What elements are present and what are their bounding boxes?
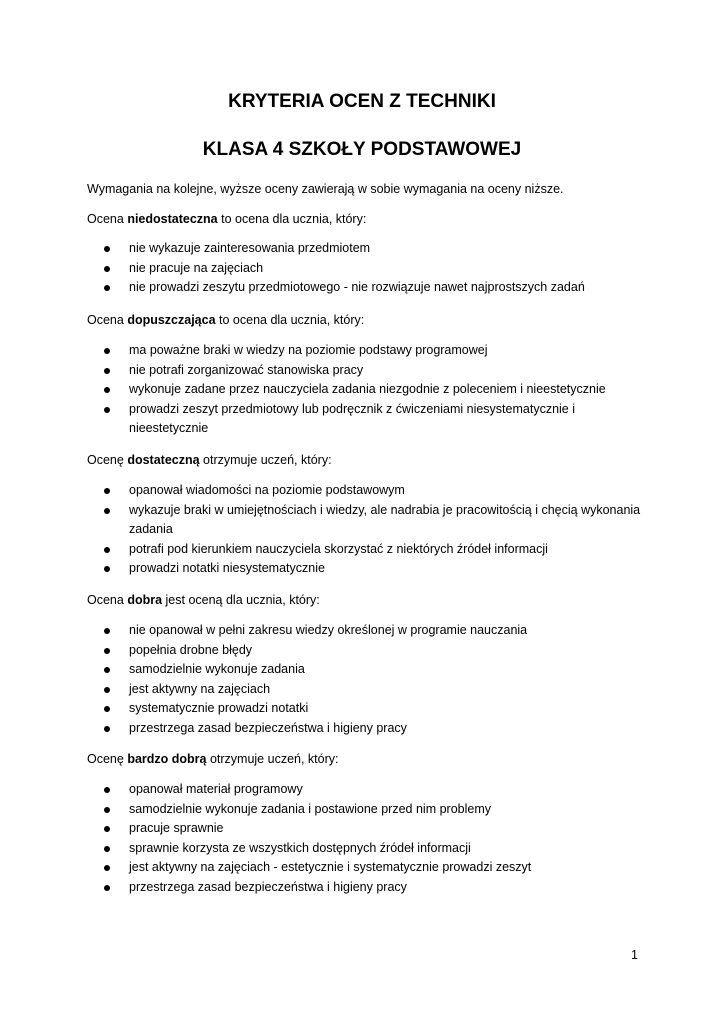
list-item: nie prowadzi zeszytu przedmiotowego - nie rozwiązuje nawet najprostszych zadań xyxy=(0,278,724,298)
list-item: ma poważne braki w wiedzy na poziomie podstawy programowej xyxy=(0,341,724,361)
list-item: opanował materiał programowy xyxy=(0,780,724,800)
bullet-icon xyxy=(104,726,110,732)
list-item: jest aktywny na zajęciach - estetycznie i systematycznie prowadzi zeszyt xyxy=(0,858,724,878)
list-item: samodzielnie wykonuje zadania i postawione przed nim problemy xyxy=(0,800,724,820)
document-subtitle: KLASA 4 SZKOŁY PODSTAWOWEJ xyxy=(202,139,522,160)
criteria-list-bardzo-dobra xyxy=(0,780,724,898)
bullet-icon xyxy=(104,885,110,891)
section-heading-dostateczna: Ocenę dostateczną otrzymuje uczeń, który: xyxy=(87,453,332,467)
list-item: wykonuje zadane przez nauczyciela zadania niezgodnie z poleceniem i nieestetycznie xyxy=(0,380,724,400)
bullet-icon xyxy=(104,787,110,793)
list-item: przestrzega zasad bezpieczeństwa i higieny pracy xyxy=(0,878,724,898)
criteria-list-dostateczna xyxy=(0,481,724,579)
list-item: nie wykazuje zainteresowania przedmiotem xyxy=(0,239,724,259)
section-heading-dopuszczajaca: Ocena dopuszczająca to ocena dla ucznia, który: xyxy=(87,313,365,327)
section-heading-niedostateczna: Ocena niedostateczna to ocena dla ucznia, który: xyxy=(87,212,367,226)
list-item: prowadzi zeszyt przedmiotowy lub podręcznik z ćwiczeniami niesystematycznie i nieestetycznie xyxy=(0,400,724,439)
criteria-list-dobra xyxy=(0,621,724,739)
intro-paragraph: Wymagania na kolejne, wyższe oceny zawierają w sobie wymagania na oceny niższe. xyxy=(87,182,564,196)
bullet-icon xyxy=(104,508,110,514)
grade-name: bardzo dobrą xyxy=(127,752,207,766)
bullet-icon xyxy=(104,368,110,374)
bullet-icon xyxy=(104,246,110,252)
list-item: sprawnie korzysta ze wszystkich dostępnych źródeł informacji xyxy=(0,839,724,859)
criteria-list-dopuszczajaca xyxy=(0,341,724,439)
document-title: KRYTERIA OCEN Z TECHNIKI xyxy=(228,91,496,112)
bullet-icon xyxy=(104,846,110,852)
bullet-icon xyxy=(104,547,110,553)
list-item: opanował wiadomości na poziomie podstawowym xyxy=(0,481,724,501)
list-item: samodzielnie wykonuje zadania xyxy=(0,660,724,680)
grade-name: dostateczną xyxy=(127,453,200,467)
bullet-icon xyxy=(104,667,110,673)
section-heading-bardzo-dobra: Ocenę bardzo dobrą otrzymuje uczeń, który: xyxy=(87,752,339,766)
list-item: potrafi pod kierunkiem nauczyciela skorzystać z niektórych źródeł informacji xyxy=(0,540,724,560)
bullet-icon xyxy=(104,706,110,712)
list-item: jest aktywny na zajęciach xyxy=(0,680,724,700)
list-item: pracuje sprawnie xyxy=(0,819,724,839)
list-item: przestrzega zasad bezpieczeństwa i higieny pracy xyxy=(0,719,724,739)
section-heading-dobra: Ocena dobra jest oceną dla ucznia, który: xyxy=(87,593,320,607)
bullet-icon xyxy=(104,648,110,654)
bullet-icon xyxy=(104,826,110,832)
list-item: nie pracuje na zajęciach xyxy=(0,259,724,279)
page-number: 1 xyxy=(631,948,638,962)
list-item: popełnia drobne błędy xyxy=(0,641,724,661)
list-item: nie opanował w pełni zakresu wiedzy określonej w programie nauczania xyxy=(0,621,724,641)
list-item: nie potrafi zorganizować stanowiska pracy xyxy=(0,361,724,381)
bullet-icon xyxy=(104,266,110,272)
bullet-icon xyxy=(104,407,110,413)
bullet-icon xyxy=(104,488,110,494)
list-item: wykazuje braki w umiejętnościach i wiedzy, ale nadrabia je pracowitością i chęcią wykonania zadania xyxy=(0,501,724,540)
list-item: prowadzi notatki niesystematycznie xyxy=(0,559,724,579)
bullet-icon xyxy=(104,628,110,634)
grade-name: niedostateczna xyxy=(127,212,218,226)
bullet-icon xyxy=(104,285,110,291)
grade-name: dopuszczająca xyxy=(127,313,216,327)
bullet-icon xyxy=(104,807,110,813)
criteria-list-niedostateczna xyxy=(0,239,724,298)
bullet-icon xyxy=(104,387,110,393)
list-item: systematycznie prowadzi notatki xyxy=(0,699,724,719)
bullet-icon xyxy=(104,348,110,354)
grade-name: dobra xyxy=(127,593,163,607)
bullet-icon xyxy=(104,687,110,693)
bullet-icon xyxy=(104,566,110,572)
bullet-icon xyxy=(104,865,110,871)
